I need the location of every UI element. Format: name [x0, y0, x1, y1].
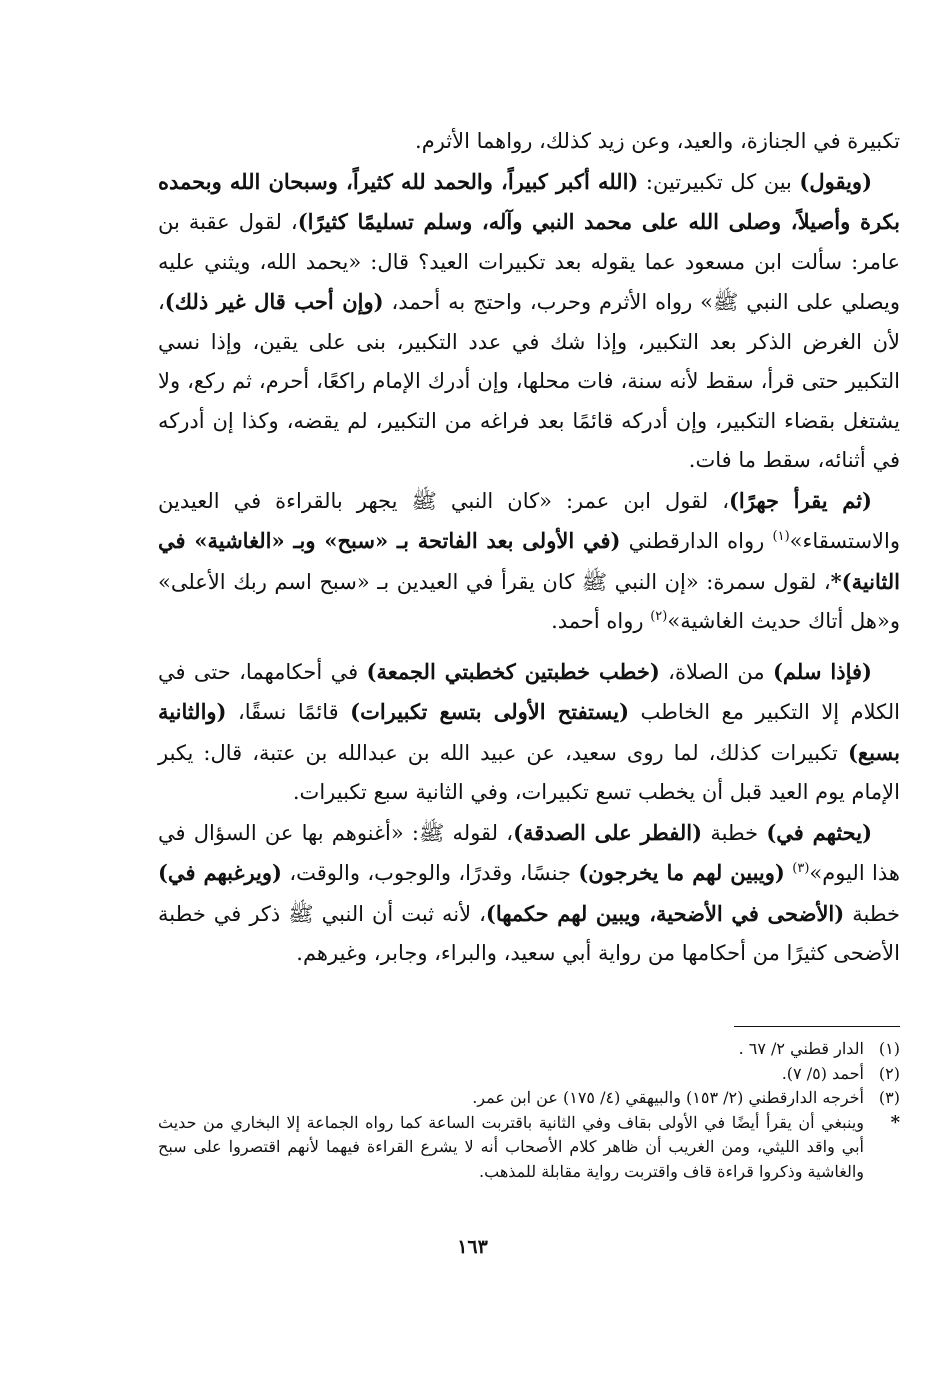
bold-matn-text: (ويقول): [799, 168, 873, 194]
paragraph: [158, 162, 900, 481]
footnote-text: أحمد (٥/ ٧).: [781, 1063, 864, 1083]
bold-matn-text: (الفطر على الصدقة): [513, 819, 703, 845]
body-text: ، لقول سمرة: «إن النبي ﷺ كان يقرأ في العيدين بـ «سبح اسم ربك الأعلى» و«هل أتاك حديث الغاشية»: [158, 569, 900, 633]
bold-matn-text: (في الأولى بعد الفاتحة بـ «سبح» وبـ «الغاشية» في الثانية)*: [158, 528, 900, 594]
footnote-ref: (١): [772, 529, 790, 544]
body-text: ، لأن الغرض الذكر بعد التكبير، وإذا شك في عدد التكبير، بنى على يقين، وإذا نسي التكبير حتى قرأ، سقط لأنه سنة، فات محلها، وإن أدرك الإمام راكعًا، أحرم، ثم ركع، ولا يشتغل بقضاء التكبير، وإن أدركه قائمًا بعد فراغه من التكبير، لم يقضه، وكذا إن أدركه في أثنائه، سقط ما فات.: [158, 290, 900, 472]
body-text: تكبيرة في الجنازة، والعيد، وعن زيد كذلك، رواهما الأثرم.: [415, 129, 900, 153]
footnote-mark: (٢): [878, 1063, 900, 1083]
body-text: خطبة: [702, 820, 767, 845]
bold-matn-text: (ثم يقرأ جهرًا): [728, 487, 872, 513]
footnote-note: [158, 1111, 900, 1185]
footnote-ref: (٣): [792, 861, 810, 876]
body-text: ، لقول ابن عمر: «كان النبي ﷺ يجهر بالقراءة في العيدين والاستسقاء»: [158, 488, 901, 553]
paragraph: [158, 813, 900, 974]
bold-matn-text: (فإذا سلم): [772, 658, 872, 684]
bold-matn-text: (وإن أحب قال غير ذلك): [164, 289, 384, 314]
paragraph: [158, 481, 900, 642]
body-text: خطبة: [844, 901, 900, 926]
body-text: ، لأنه ثبت أن النبي ﷺ ذكر في خطبة الأضحى كثيرًا من أحكامها من رواية أبي سعيد، والبراء، وجابر، وغيرهم.: [158, 901, 900, 965]
footnote-mark: (١): [878, 1039, 900, 1058]
bold-matn-text: (الله أكبر كبيراً، والحمد لله كثيراً، وسبحان الله وبحمده بكرة وأصيلاً، وصلى الله على محمد النبي وآله، وسلم تسليمًا كثيرًا): [158, 168, 900, 234]
paragraph: [158, 652, 900, 813]
body-text: ، لقوله ﷺ: «أغنوهم بها عن السؤال في هذا اليوم»: [158, 820, 900, 885]
body-text: في أحكامهما، حتى في الكلام إلا التكبير مع الخاطب: [158, 659, 900, 724]
bold-matn-text: (خطب خطبتين كخطبتي الجمعة): [366, 658, 660, 684]
body-text: قائمًا نسقًا،: [226, 700, 351, 724]
body-text: جنسًا، وقدرًا، والوجوب، والوقت،: [281, 861, 579, 885]
footnote-text: أخرجه الدارقطني (٢/ ١٥٣) والبيهقي (٤/ ١٧٥) عن ابن عمر.: [472, 1088, 864, 1107]
footnote: [158, 1086, 900, 1111]
page-body: [158, 122, 900, 974]
bold-matn-text: (الأضحى في الأضحية، ويبين لهم حكمها): [485, 900, 845, 926]
body-text: رواه أحمد.: [551, 609, 651, 633]
footnote-mark: (٣): [878, 1088, 900, 1107]
footnote: [158, 1062, 900, 1087]
bold-matn-text: (ويبين لهم ما يخرجون): [578, 860, 785, 885]
bold-matn-text: (والثانية بسبع): [158, 699, 900, 765]
footnote-list: [158, 1037, 900, 1184]
body-text: تكبيرات كذلك، لما روى سعيد، عن عبيد الله بن عبدالله بن عتبة، قال: يكبر الإمام يوم العيد قبل أن يخطب تسع تكبيرات، وفي الثانية سبع تكبيرات.: [158, 740, 900, 804]
footnote-text: الدار قطني ٢/ ٦٧ .: [738, 1039, 864, 1058]
paragraph: [158, 122, 900, 162]
body-text: بين كل تكبيرتين:: [638, 169, 800, 194]
page-number: ١٦٣: [457, 1236, 488, 1258]
footnote: [158, 1037, 900, 1062]
footnote-text: وينبغي أن يقرأ أيضًا في الأولى بقاف وفي الثانية باقتربت الساعة كما رواه الجماعة إلا البخاري من حديث أبي واقد الليثي، ومن الغريب أن ظاهر كلام الأصحاب أنه لا يشرع القراءة فيهما لأنهم اقتصروا على سبح والغاشية وذكروا قراءة قاف واقتربت رواية مقابلة للمذهب.: [158, 1112, 865, 1181]
body-text: من الصلاة،: [659, 659, 773, 684]
footnote-mark: *: [890, 1111, 900, 1133]
footnote-divider: [734, 1026, 900, 1027]
bold-matn-text: (يستفتح الأولى بتسع تكبيرات): [350, 699, 630, 724]
bold-matn-text: (ويرغبهم في): [158, 860, 282, 885]
footnote-ref: (٢): [650, 609, 668, 624]
footnotes: [158, 1026, 900, 1184]
bold-matn-text: (يحثهم في): [766, 819, 873, 845]
body-text: رواه الدارقطني: [620, 529, 773, 553]
body-text: ، لقول عقبة بن عامر: سألت ابن مسعود عما يقوله بعد تكبيرات العيد؟ قال: «يحمد الله، ويثني عليه ويصلي على النبي ﷺ» رواه الأثرم وحرب، واحتج به أحمد،: [158, 210, 901, 314]
